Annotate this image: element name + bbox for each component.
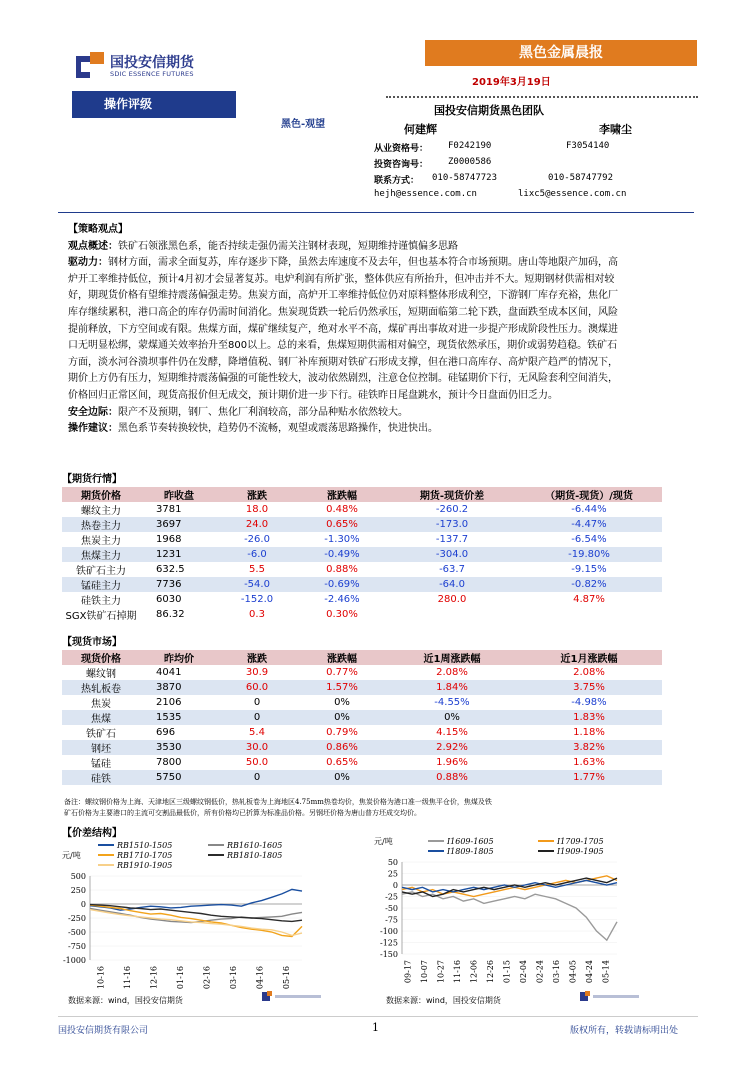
x-tick-label: 10-27 — [436, 960, 446, 984]
table-cell: -2.46% — [324, 594, 360, 605]
table-cell: 60.0 — [218, 680, 296, 695]
team-name: 国投安信期货黑色团队 — [434, 104, 544, 117]
qual-label: 从业资格号： — [374, 144, 429, 154]
x-tick-label: 02-24 — [535, 960, 545, 984]
y-tick-label: -100 — [380, 927, 398, 936]
x-tick-label: 03-16 — [228, 966, 238, 990]
table-cell: -260.2 — [435, 504, 469, 515]
table-cell: 焦煤 — [62, 710, 140, 725]
legend-label: RB1610-1605 — [227, 841, 283, 850]
table-cell: 5.4 — [249, 727, 265, 738]
summary-paragraph: 观点概述：铁矿石领涨黑色系，能否持续走强仍需关注钢材表现，短期维持谨慎偏多思路 — [68, 240, 458, 252]
y-tick-label: 0 — [392, 881, 398, 890]
table-cell: 3697 — [140, 517, 218, 532]
footer-company: 国投安信期货有限公司 — [58, 1026, 149, 1036]
table-cell: 0% — [296, 770, 388, 785]
table-cell: 焦炭主力 — [81, 536, 121, 547]
table-row — [62, 562, 662, 577]
table-cell: 锰硅主力 — [62, 577, 140, 592]
x-tick-label: 02-16 — [202, 966, 212, 990]
table-cell: 0.30% — [326, 609, 358, 620]
table-cell: -63.7 — [439, 564, 465, 575]
table-cell: -6.0 — [218, 547, 296, 562]
x-tick-label: 03-16 — [552, 960, 562, 984]
table-row — [62, 592, 662, 607]
table-row — [62, 755, 662, 770]
email-1[interactable]: hejh@essence.com.cn — [374, 189, 477, 199]
column-header: 期货-现货价差 — [388, 487, 516, 502]
driver-line: 口无明显松绑，蒙煤通关效率抬升至800以上。总的来看，焦煤短期供需相对偏空，现货依然承压，期价或弱势趋稳。铁矿石 — [68, 340, 618, 352]
table-cell: 0.3 — [249, 609, 265, 620]
table-cell: SGX铁矿石掉期 — [65, 611, 137, 622]
table-cell: 0.48% — [326, 504, 358, 515]
table-cell: -137.7 — [435, 534, 469, 545]
table-cell: 3870 — [140, 680, 218, 695]
table-cell: -152.0 — [240, 594, 274, 605]
table-cell: 0 — [218, 710, 296, 725]
column-header: 涨跌 — [218, 650, 296, 665]
spot-heading: 【现货市场】 — [62, 637, 122, 648]
legend-label: RB1510-1505 — [117, 841, 173, 850]
chart-source-1: 数据来源：wind，国投安信期货 — [68, 996, 183, 1005]
table-row — [62, 695, 662, 710]
table-cell: -64.0 — [388, 577, 516, 592]
table-cell: 1968 — [156, 534, 182, 545]
table-cell: 螺纹主力 — [81, 506, 121, 517]
y-tick-label: -125 — [380, 938, 398, 948]
table-cell: 0.77% — [326, 667, 358, 678]
table-cell: 50.0 — [245, 757, 269, 768]
analyst-name-1: 何建辉 — [404, 123, 437, 136]
table-row — [62, 547, 662, 562]
footer-rule — [58, 1016, 698, 1017]
y-tick-label: 250 — [70, 886, 86, 895]
table-cell: 0.65% — [326, 757, 358, 768]
table-cell: -0.49% — [296, 547, 388, 562]
y-tick-label: 50 — [387, 858, 398, 867]
table-row — [62, 770, 662, 785]
table-cell — [516, 607, 662, 622]
column-header: 近1周涨跌幅 — [388, 650, 516, 665]
table-header-row — [62, 650, 662, 665]
table-cell: -304.0 — [388, 547, 516, 562]
y-tick-label: -50 — [385, 904, 398, 913]
table-cell: 硅铁 — [62, 770, 140, 785]
table-cell: -9.15% — [571, 564, 607, 575]
footer-copyright: 版权所有，转载请标明出处 — [570, 1026, 679, 1036]
table-cell: -173.0 — [388, 517, 516, 532]
legend-label: I1709-1705 — [557, 837, 604, 846]
x-tick-label: 02-04 — [519, 960, 529, 984]
report-date: 2019年3月19日 — [472, 77, 551, 88]
legend-label: I1909-1905 — [557, 847, 604, 856]
rating-bar: 操作评级 — [72, 91, 236, 118]
note-line: 备注：螺纹钢价格为上海、天津地区三级螺纹钢低价，热轧板卷为上海地区4.75mm热卷均价，焦炭价格为港口准一级焦平仓价，焦煤及铁 — [64, 798, 492, 806]
y-tick-label: 500 — [70, 872, 86, 881]
table-cell: 3.75% — [516, 680, 662, 695]
driver-line: 提前释放，下方空间或有限。焦煤方面，煤矿继续复产，绝对水平不高，煤矿再出事故对进一步提产形成阶段性压力。澳煤进 — [68, 323, 618, 335]
table-cell: 6030 — [156, 594, 182, 605]
column-header: 涨跌 — [218, 487, 296, 502]
contact-phone-1: 010-58747723 — [432, 173, 498, 183]
y-tick-label: -500 — [68, 928, 86, 937]
table-cell: 硅铁主力 — [81, 596, 121, 607]
contact-label: 联系方式： — [374, 176, 420, 186]
table-cell: 0.86% — [296, 740, 388, 755]
y-tick-label: -150 — [380, 950, 398, 959]
driver-line: 方面，淡水河谷溃坝事件仍在发酵，降增值税、钢厂补库预期对铁矿石形成支撑，但在港口高库存、高炉限产趋严的情况下， — [68, 356, 618, 368]
table-cell: 铁矿石 — [86, 729, 116, 740]
table-cell: -0.69% — [296, 577, 388, 592]
x-tick-label: 09-17 — [403, 960, 413, 984]
table-row — [62, 725, 662, 740]
x-tick-label: 11-16 — [452, 960, 462, 984]
table-cell: -6.44% — [571, 504, 607, 515]
x-tick-label: 12-16 — [149, 966, 159, 990]
x-tick-label: 05-14 — [601, 960, 611, 984]
y-tick-label: -75 — [385, 915, 398, 925]
y-tick-label: 0 — [80, 900, 86, 909]
legend-label: I1609-1605 — [447, 837, 494, 846]
table-cell: 0.88% — [326, 564, 358, 575]
margin-paragraph: 安全边际：限产不及预期，钢厂、焦化厂利润较高，部分品种贴水依然较大。 — [68, 406, 408, 418]
table-cell: 3.82% — [516, 740, 662, 755]
y-tick-label: -250 — [68, 914, 86, 923]
table-cell: 0% — [296, 710, 388, 725]
table-cell: 铁矿石主力 — [76, 566, 126, 577]
column-header: 期货价格 — [62, 487, 140, 502]
table-cell: -0.82% — [516, 577, 662, 592]
iron-ore-spread-chart — [372, 834, 632, 1010]
table-cell: 2.92% — [388, 740, 516, 755]
x-tick-label: 05-16 — [281, 966, 291, 990]
rb-spread-chart — [60, 838, 310, 1010]
table-cell: 1.77% — [516, 770, 662, 785]
y-tick-label: -1000 — [62, 956, 86, 965]
table-cell: 30.9 — [245, 667, 269, 678]
table-cell: 86.32 — [156, 609, 185, 620]
table-cell: 4.15% — [436, 727, 468, 738]
table-cell: 5.5 — [249, 564, 265, 575]
table-cell: -4.47% — [516, 517, 662, 532]
table-note — [64, 797, 694, 819]
table-cell: -54.0 — [218, 577, 296, 592]
table-cell: 焦煤主力 — [62, 547, 140, 562]
table-header-row — [62, 487, 662, 502]
table-cell: 3530 — [140, 740, 218, 755]
table-cell: 热轧板卷 — [62, 680, 140, 695]
column-header: 昨均价 — [140, 650, 218, 665]
driver-line: 价格回归正常区间，现货高报价但无成交，预计期价进一步下行。硅铁昨日尾盘跳水，预计今日盘面仍旧乏力。 — [68, 389, 558, 401]
table-cell: 3781 — [156, 504, 182, 515]
invest-number: Z0000586 — [448, 157, 492, 167]
table-cell: -6.54% — [571, 534, 607, 545]
page-number: 1 — [372, 1021, 379, 1034]
table-cell: 18.0 — [245, 504, 269, 515]
table-cell: 0.79% — [326, 727, 358, 738]
table-row — [62, 665, 662, 680]
table-row — [62, 502, 662, 517]
table-row — [62, 607, 662, 622]
x-tick-label: 10-16 — [96, 966, 106, 990]
x-tick-label: 01-15 — [502, 960, 512, 984]
column-header: 涨跌幅 — [296, 650, 388, 665]
table-cell: 锰硅 — [91, 759, 111, 770]
table-cell: -4.98% — [571, 697, 607, 708]
qual-number-1: F0242190 — [448, 141, 492, 151]
x-tick-label: 01-16 — [175, 966, 185, 990]
table-cell: 1.18% — [573, 727, 605, 738]
table-cell: 热卷主力 — [62, 517, 140, 532]
table-cell: 1535 — [140, 710, 218, 725]
table-row — [62, 517, 662, 532]
series-line — [402, 892, 617, 940]
table-cell: 7736 — [140, 577, 218, 592]
x-tick-label: 12-26 — [485, 960, 495, 984]
x-tick-label: 11-16 — [122, 966, 132, 990]
driver-line: 期价上方仍有压力，短期维持震荡偏强的可能性较大，波动依然剧烈，注意仓位控制。硅锰期价下行，无风险套利空间消失， — [68, 373, 618, 385]
y-tick-label: -750 — [68, 942, 86, 951]
table-cell: 螺纹钢 — [86, 669, 116, 680]
column-header: 昨收盘 — [140, 487, 218, 502]
table-cell: 2106 — [156, 697, 182, 708]
driver-line: 炉开工率维持低位，预计4月初才会显著复苏。电炉利润有所扩张，整体供应有所抬升，但冲击并不大。短期钢材供需相对较 — [68, 273, 615, 285]
column-header: 涨跌幅 — [296, 487, 388, 502]
table-cell: 1.63% — [573, 757, 605, 768]
outlook-label: 黑色-观望 — [281, 119, 326, 130]
futures-heading: 【期货行情】 — [62, 474, 122, 485]
table-cell: 696 — [156, 727, 176, 738]
legend-label: RB1810-1805 — [227, 851, 283, 860]
table-row — [62, 710, 662, 725]
y-tick-label: -25 — [385, 892, 398, 902]
table-cell: 0.65% — [296, 517, 388, 532]
table-cell: 24.0 — [218, 517, 296, 532]
invest-label: 投资咨询号： — [374, 160, 429, 170]
strategy-section — [68, 222, 694, 438]
table-cell: 1.84% — [388, 680, 516, 695]
column-header: 近1月涨跌幅 — [516, 650, 662, 665]
table-cell: 4.87% — [573, 594, 605, 605]
table-cell: 钢坯 — [62, 740, 140, 755]
x-tick-label: 10-07 — [419, 960, 429, 984]
table-cell: 5750 — [140, 770, 218, 785]
table-cell: 0 — [218, 770, 296, 785]
futures-table — [62, 487, 662, 622]
spot-table — [62, 650, 662, 785]
table-cell: 2.08% — [573, 667, 605, 678]
table-cell: 1.96% — [436, 757, 468, 768]
y-axis-label: 元/吨 — [62, 851, 81, 860]
driver-line: 库存继续累积，港口高企的库存仍需时间消化。焦炭现货跌一轮后仍然承压，短期面临第二轮下跌，盘面跌至成本区间，风险 — [68, 306, 618, 318]
chart-source-2: 数据来源：wind，国投安信期货 — [386, 996, 501, 1005]
table-cell: 2.08% — [436, 667, 468, 678]
table-cell: 280.0 — [437, 594, 467, 605]
column-header: 现货价格 — [62, 650, 140, 665]
company-logo-icon — [76, 52, 104, 78]
table-cell: 0.88% — [388, 770, 516, 785]
table-cell — [388, 607, 516, 622]
driver-line: 好，期现货价格有望维持震荡偏强走势。焦炭方面，高炉开工率维持低位仍对原料整体形成利空，下游钢厂库存充裕，焦化厂 — [68, 290, 618, 302]
table-cell: 1.57% — [296, 680, 388, 695]
table-cell: -4.55% — [434, 697, 470, 708]
table-cell: -19.80% — [516, 547, 662, 562]
table-cell: 632.5 — [156, 564, 185, 575]
y-axis-label: 元/吨 — [374, 837, 393, 846]
dotted-divider — [386, 96, 698, 98]
legend-label: RB1910-1905 — [117, 861, 173, 870]
x-tick-label: 04-05 — [568, 960, 578, 984]
advice-paragraph: 操作建议：黑色系节奏转换较快，趋势仍不流畅，观望或震荡思路操作，快进快出。 — [68, 423, 438, 435]
strategy-heading: 【策略观点】 — [68, 224, 128, 235]
table-cell: 0% — [334, 697, 350, 708]
note-line: 矿石价格为主要港口的主流可交割品最低价，所有价格均已折算为标准品价格。另钢坯价格为唐山普方坯成交均价。 — [64, 809, 421, 817]
table-row — [62, 680, 662, 695]
table-cell: 1231 — [140, 547, 218, 562]
table-row — [62, 577, 662, 592]
structure-heading: 【价差结构】 — [62, 828, 122, 839]
table-cell: 0 — [253, 697, 261, 708]
driver-paragraph: 驱动力：钢材方面，需求全面复苏，库存逐步下降，虽然去库速度不及去年，但也基本符合市场预期。唐山等地限产加码，高 — [68, 257, 618, 269]
table-cell: 7800 — [156, 757, 182, 768]
report-banner: 黑色金属晨报 — [425, 40, 697, 66]
email-2[interactable]: lixc5@essence.com.cn — [518, 189, 627, 199]
table-cell: 0% — [388, 710, 516, 725]
table-cell: -1.30% — [324, 534, 360, 545]
table-cell: 焦炭 — [91, 699, 111, 710]
qual-number-2: F3054140 — [566, 141, 610, 151]
table-row — [62, 740, 662, 755]
header-rule — [58, 212, 694, 213]
contact-phone-2: 010-58747792 — [548, 173, 614, 183]
logo-subtext: SDIC ESSENCE FUTURES — [110, 70, 194, 78]
table-cell: 4041 — [156, 667, 182, 678]
table-cell: -26.0 — [244, 534, 270, 545]
table-row — [62, 532, 662, 547]
legend-label: I1809-1805 — [447, 847, 494, 856]
analyst-name-2: 李啸尘 — [599, 123, 632, 136]
x-tick-label: 12-06 — [469, 960, 479, 984]
logo-text: 国投安信期货 — [110, 55, 194, 71]
column-header: （期货-现货）/现货 — [516, 487, 662, 502]
x-tick-label: 04-24 — [585, 960, 595, 984]
watermark-logo-icon — [262, 991, 324, 1003]
x-tick-label: 04-16 — [255, 966, 265, 990]
legend-label: RB1710-1705 — [117, 851, 173, 860]
table-cell: 1.83% — [516, 710, 662, 725]
watermark-logo-icon — [580, 991, 642, 1003]
table-cell: 30.0 — [218, 740, 296, 755]
y-tick-label: 25 — [387, 869, 398, 879]
